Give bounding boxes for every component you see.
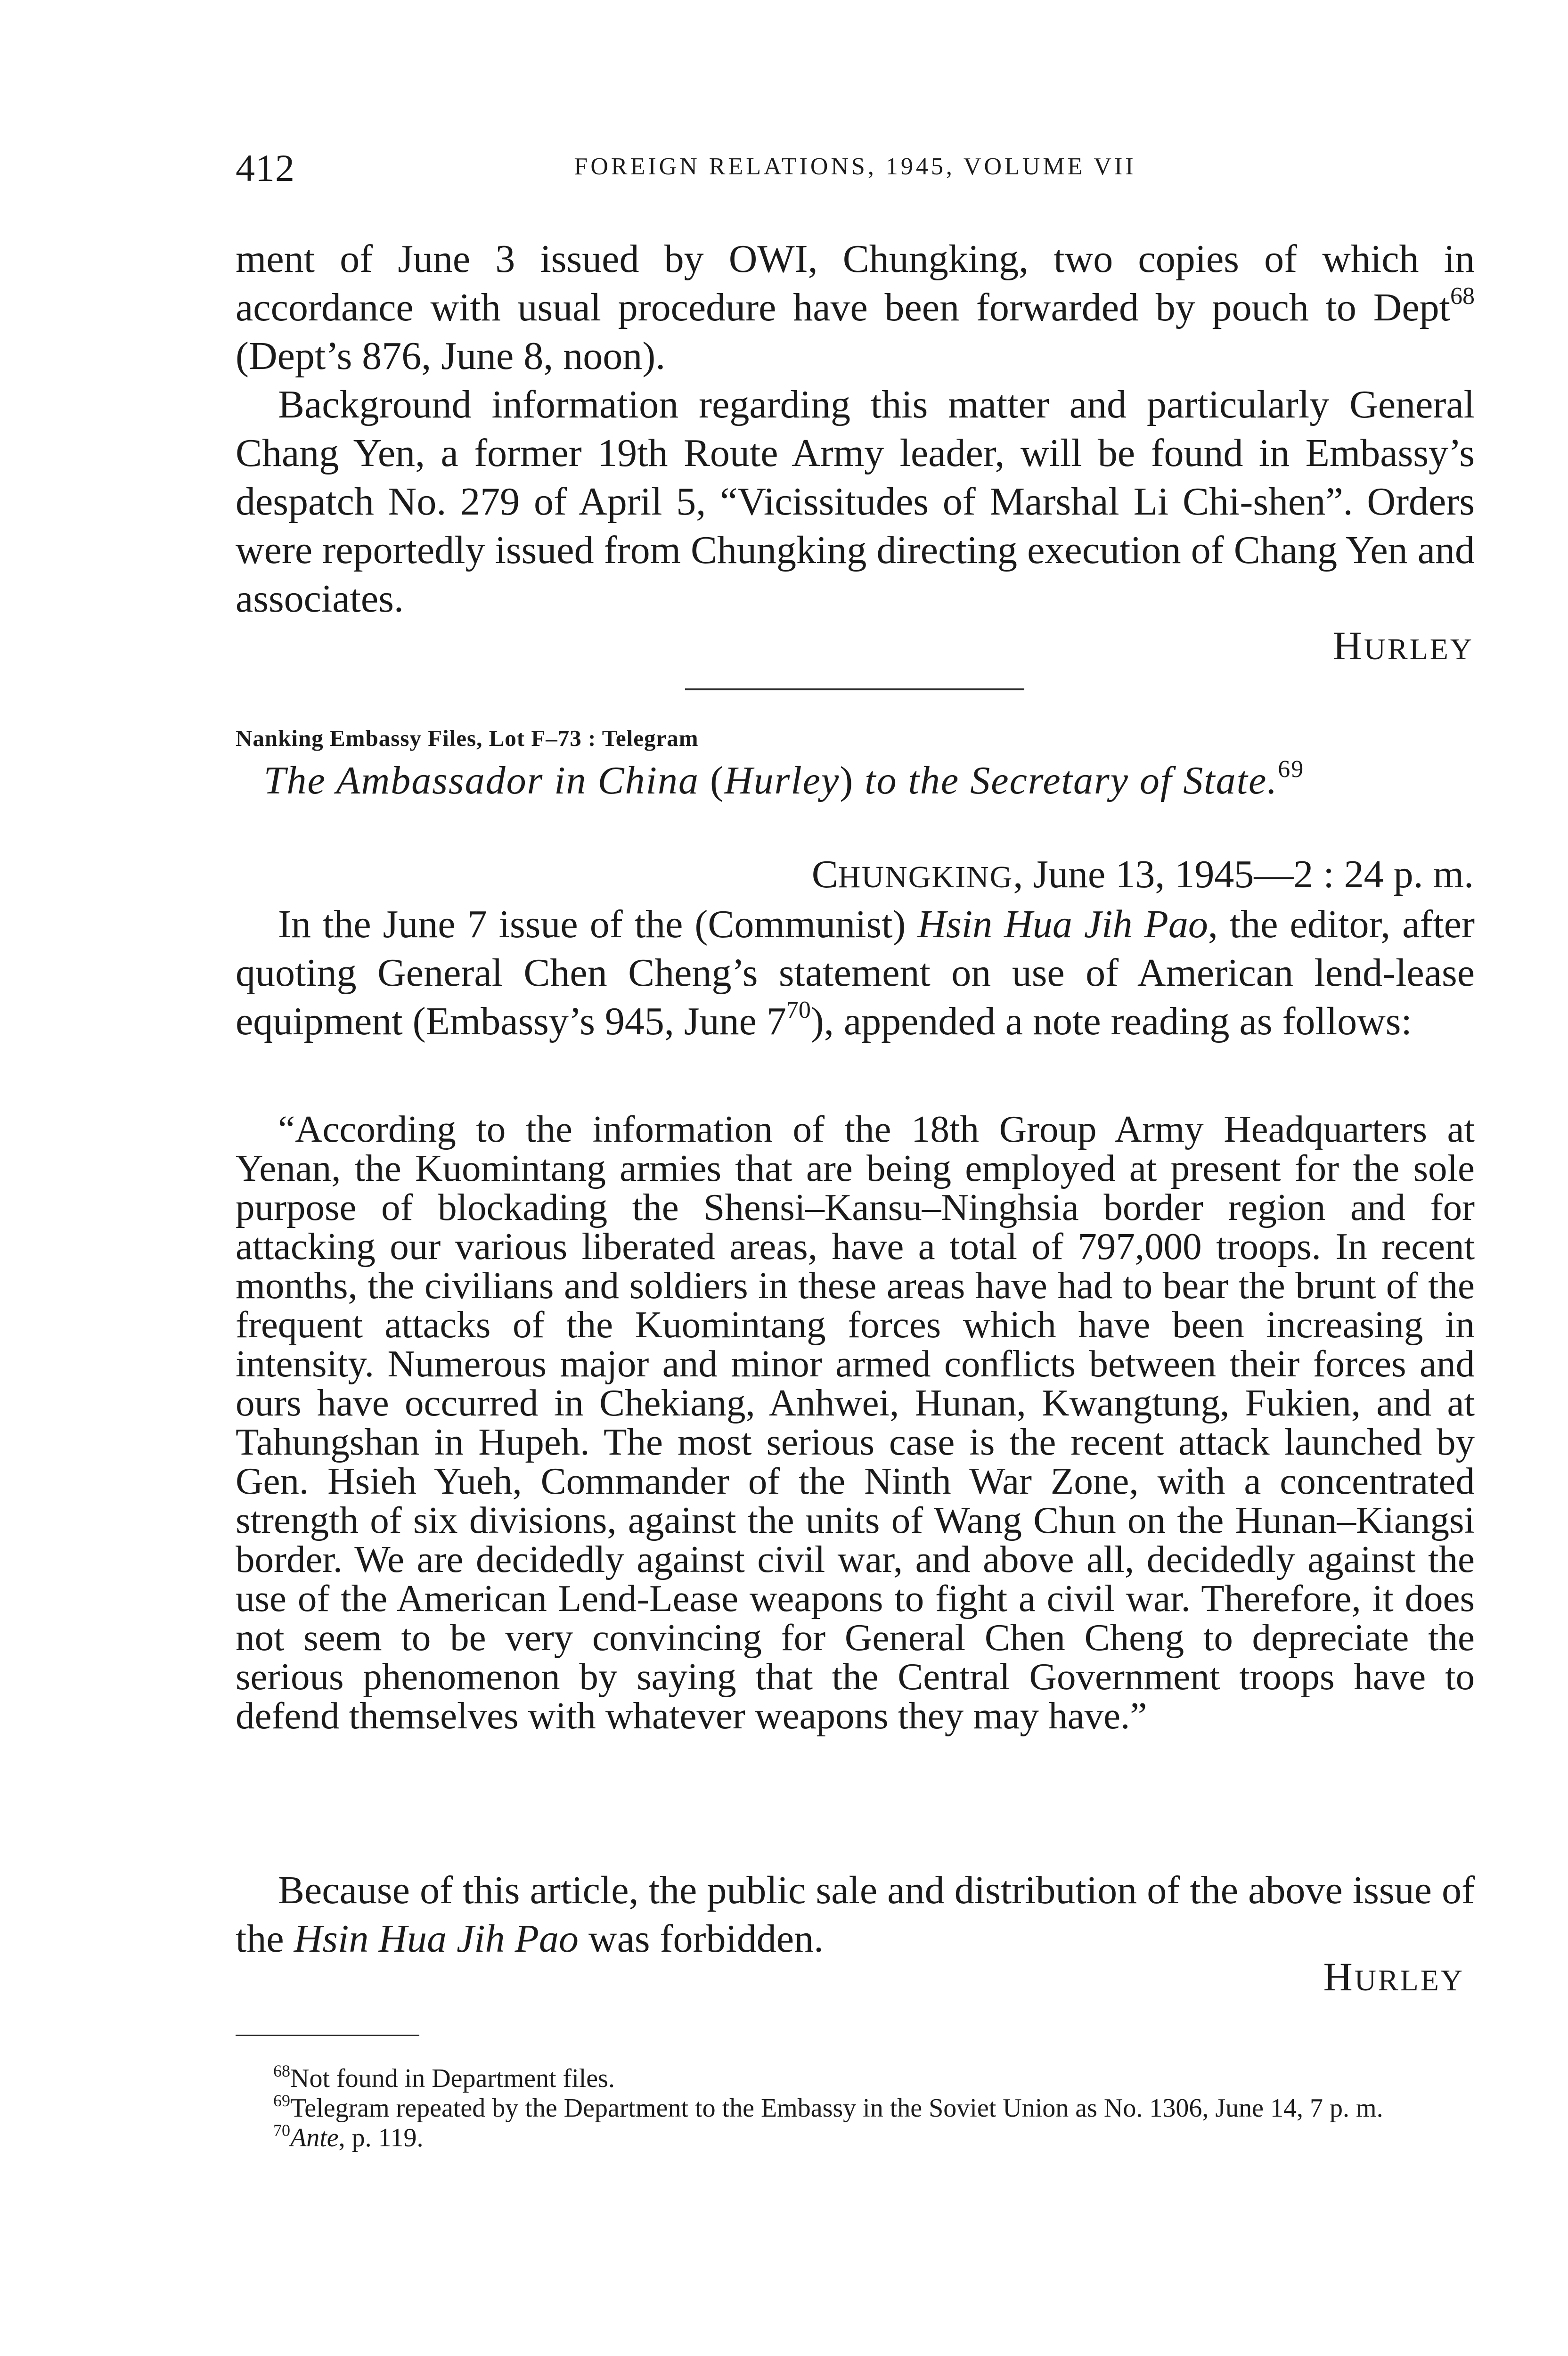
footnote-ref-68: 68	[1450, 283, 1475, 310]
closing-paragraph: Because of this article, the public sale and distribution of the above issue of the Hsin Hua Jih Pao was forbidden.	[236, 1868, 1475, 1961]
page-number: 412	[236, 147, 295, 189]
running-head: FOREIGN RELATIONS, 1945, VOLUME VII	[574, 153, 1136, 180]
signature-hurley-1: HURLEY	[1332, 623, 1474, 668]
footnote-69: $^{69}$Telegram repeated by the Department to the Embassy in the Soviet Union as No. 1306, June 14, 7 p. m.	[273, 2091, 1383, 2123]
telegram-title: The Ambassador in China (Hurley) to the Secretary of State.$^{69}$	[263, 756, 1305, 802]
intro-paragraph: In the June 7 issue of the (Communist) Hsin Hua Jih Pao, the editor, after quoting General Chen Cheng’s statement on use of American lend-lease equipment (Embassy’s 945, June $7^{70}$), appended a note reading as follows:	[236, 902, 1475, 1043]
paragraph-1-end: (Dept’s 876, June 8, noon).	[236, 334, 666, 378]
paragraph-1-text: ment of June 3 issued by OWI, Chungking, two copies of which in accordance with usual procedure have been forwarded by pouch to Dept	[236, 237, 1475, 329]
telegram-intro	[236, 900, 1475, 1046]
footnote-ref-70: 70	[786, 997, 811, 1023]
section-divider	[685, 688, 1024, 690]
continued-text	[236, 235, 1475, 623]
footnote-ref-69: 69	[1278, 756, 1305, 783]
source-line: Nanking Embassy Files, Lot F–73 : Telegram	[236, 725, 699, 751]
footnote-divider	[236, 2035, 419, 2036]
page-header	[236, 146, 1475, 198]
footnote-70: $^{70}$Ante, p. 119.	[273, 2121, 424, 2152]
newspaper-name: Hsin Hua Jih Pao	[917, 902, 1208, 946]
dateline: CHUNGKING, June 13, 1945—2 : 24 p. m.	[811, 852, 1474, 896]
quote-text: “According to the information of the 18th Group Army Headquarters at Yenan, the Kuomintang armies that are being employed at present for the sole purpose of blockading the Shensi–Kansu–Ninghsia border region and for attacking our various liberated areas, have a total of 797,000 troops. In recent months, the civilians and soldiers in these areas have had to bear the brunt of the frequent attacks of the Kuomintang forces which have been increasing in intensity. Numerous major and minor armed conflicts between their forces and ours have occurred in Chekiang, Anhwei, Hunan, Kwangtung, Fukien, and at Tahungshan in Hupeh. The most serious case is the recent attack launched by Gen. Hsieh Yueh, Commander of the Ninth War Zone, with a concentrated strength of six divisions, against the units of Wang Chun on the Hunan–Kiangsi border. We are decidedly against civil war, and above all, decidedly against the use of the American Lend-Lease weapons to fight a civil war. Therefore, it does not seem to be very convincing for General Chen Cheng to depreciate the serious phenomenon by saying that the Central Government troops have to defend themselves with whatever weapons they may have.”	[236, 1108, 1475, 1737]
closing-text	[236, 1866, 1475, 1963]
block-quote	[236, 1110, 1475, 1735]
signature-hurley-2: HURLEY	[1323, 1954, 1464, 1999]
footnotes	[236, 2064, 1475, 2153]
newspaper-name: Hsin Hua Jih Pao	[294, 1917, 579, 1961]
background-paragraph: Background information regarding this matter and particularly General Chang Yen, a former 19th Route Army leader, will be found in Embassy’s despatch No. 279 of April 5, “Vicissitudes of Marshal Li Chi-shen”. Orders were reportedly issued from Chungking directing execution of Chang Yen and associates.	[236, 383, 1475, 621]
footnote-68: $^{68}$Not found in Department files.	[273, 2062, 615, 2093]
continued-paragraph	[236, 235, 1475, 380]
